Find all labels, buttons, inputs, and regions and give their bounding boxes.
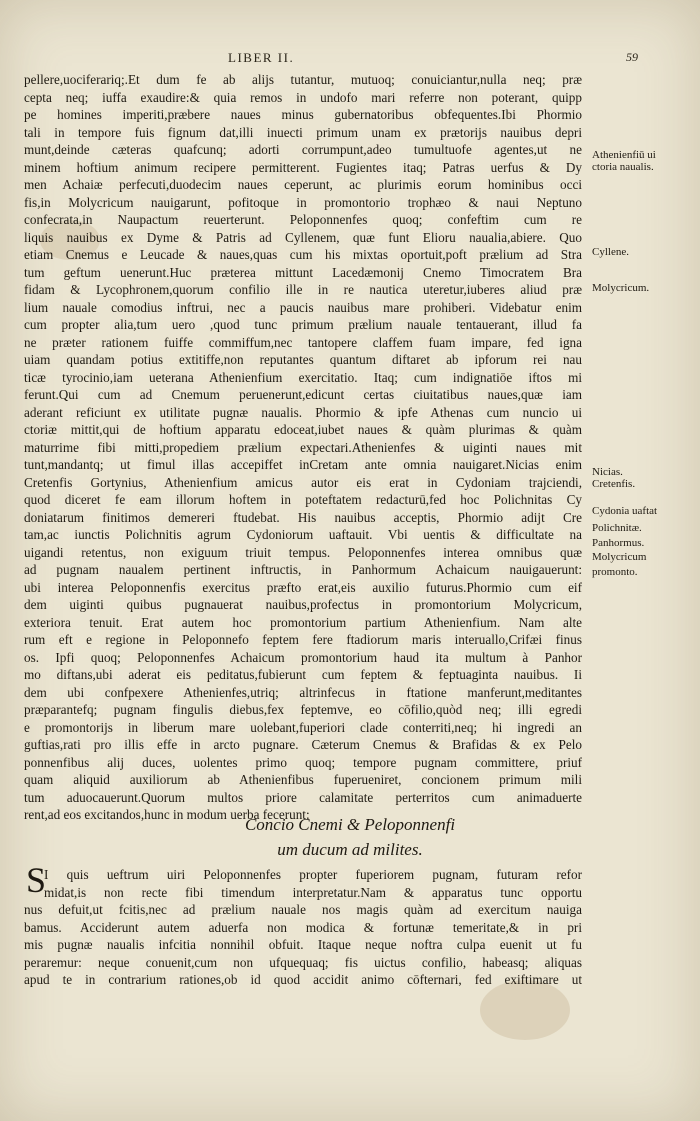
- text-line: fidam & Lycophronem,quorum confilio ille in re nautica uteretur,iuberes aliud præ: [24, 282, 582, 297]
- text-line: doniatarum finitimos demereri ftudebat. His nauibus acceptis, Phormio adijt Cre: [24, 509, 582, 525]
- text-line: tali in tempore fuis fignum dat,illi inuecti primum unam ex prætorijs nauibus depri: [24, 124, 582, 140]
- running-head: [0, 50, 700, 66]
- text-line: rum eft e regione in Peloponnefo feptem fere ftadiorum maris interuallo,Crifæi finus: [24, 632, 582, 647]
- text-line: tunt,mandantq; ut fimul illas accepiffet inCretam ante omnia nauigaret.Nicias enim: [24, 457, 582, 472]
- text-line: præparantefq; pugnam fingulis diebus,fex feptemve, eo cōfilio,quòd neq; illi egredi: [24, 702, 582, 717]
- text-line: ctoriæ mittit,qui de hoftium apparatu edoceat,iubet naues & quàm plurimas & quàm: [24, 422, 582, 437]
- margin-note: Panhormus.: [592, 537, 645, 549]
- margin-note: ctoria naualis.: [592, 161, 654, 173]
- text-line: nus defuit,ut fcitis,nec ad prælium nauale nos magis quàm ad exercitum nauiga: [24, 902, 582, 917]
- text-line: peraremur: neque conuenit,cum non ufquequaq; fis uictus confilio, habeasq; aliquas: [24, 954, 582, 970]
- text-line: ubi interea Peloponnenfis exercitus præfto erat,eis auxilio futurus.Phormio cum eif: [24, 579, 582, 595]
- text-line: uiam quandam potius extitiffe,non reputantes quantum diftaret ab ipforum rei nau: [24, 352, 582, 367]
- text-line: dem uiginti quibus pugnauerat nauibus,profectus in promontorium Molycricum,: [24, 597, 582, 612]
- text-line: etiam Cnemus e Leucade & naues,quas cum his mixtas oportuit,poft prælium ad Stra: [24, 247, 582, 262]
- paper-stain: [480, 980, 570, 1040]
- text-line: lium nauale comodius inftrui, nec a paucis nauibus mare prohiberi. Videbatur enim: [24, 299, 582, 315]
- text-line: tam,ac iunctis Polichnitis agrum Cydoniorum uaftauit. Vbi uentis & difficultate na: [24, 527, 582, 542]
- margin-note: Molycricum.: [592, 282, 650, 294]
- text-line: cepta neq; iuffa exaudire:& quia remos in undofo mari referre non poterant, quipp: [24, 89, 582, 105]
- text-line: ad pugnam naualem pertinent inftructis, in Panhormum Achaicum nauigauerunt:: [24, 562, 582, 577]
- text-line: mis pugnæ naualis infcitia nonnihil obfuit. Itaque neque noftra culpa euenit ut fu: [24, 937, 582, 952]
- text-line: aderant reficiunt ex utilitate pugnæ naualis. Phormio & ipfe Athenas cum nuncio ui: [24, 404, 582, 420]
- text-line: tum geftum uenerunt.Huc præterea mittunt Lacedæmonij Cnemo Timocratem Bra: [24, 264, 582, 280]
- text-line: confecrata,in Naupactum reuerterunt. Peloponnenfes quoq; confeftim cum re: [24, 212, 582, 227]
- text-line: e promontorijs in liberum mare uolebant,fuperiori clade conterriti,neq; hi ingredi an: [24, 719, 582, 735]
- text-line: quod diceret fe eam illorum hoftem in poteftatem redacturū,fed hoc Polichnitas Cy: [24, 492, 582, 507]
- margin-note: Cretenfis.: [592, 478, 636, 490]
- text-line: exteriora tenuit. Erat autem hoc promontorium partium Athenienfium. Nam alte: [24, 614, 582, 630]
- main-text: [24, 71, 582, 824]
- text-line: dem ubi confpexere Athenienfes,utriq; altrinfecus in ftatione manferunt,meditantes: [24, 684, 582, 700]
- text-line: os. Ipfi quoq; Peloponnenfes Achaicum promontorium haud ita multum à Panhor: [24, 649, 582, 665]
- text-line: Cretenfis Gortynius, Athenienfium amicus autor eis erat in Cydoniam trajciendi,: [24, 474, 582, 490]
- text-line: minem hoftium animum recipere permitterent. Fugientes itaq; Patras uerfus & Dy: [24, 159, 582, 175]
- text-line: men Achaiæ perfecuti,duodecim naues ceperunt, ac plurimis eorum hominibus occi: [24, 177, 582, 192]
- running-title: LIBER II.: [228, 50, 295, 65]
- text-line: ponnenfibus alij duces, uolentes primo quoq; tempore pugnam committere, priuf: [24, 754, 582, 770]
- text-line: uigandi retentus, non exiguum triuit tempus. Peloponnenfes interea omnibus quæ: [24, 544, 582, 560]
- margin-note: Nicias.: [592, 466, 623, 478]
- folio-number: 59: [626, 50, 638, 64]
- margin-note: Cyllene.: [592, 246, 629, 258]
- speech-heading-line1: Concio Cnemi & Peloponnenfi: [244, 815, 456, 834]
- text-line: midat,is non recte fibi timendum interpretatur.Nam & apparatus tunc opportu: [44, 884, 582, 900]
- margin-note: Athenienfiū ui: [592, 149, 656, 161]
- margin-note: Polichnitæ.: [592, 522, 642, 534]
- text-line: cum propter alia,tum uero ,quod tunc primum prælium nauale tentauerant, illud fa: [24, 317, 582, 332]
- text-line: guftias,rati pro illis effe in arcto pugnare. Cæterum Cnemus & Brafidas & ex Pelo: [24, 737, 582, 752]
- speech-text: [24, 866, 582, 989]
- text-line: I quis ueftrum uiri Peloponnenfes propter fuperiorem pugnam, futuram refor: [44, 867, 582, 882]
- text-line: rent,ad eos excitandos,hunc in modum uerba fecerunt:: [24, 807, 310, 822]
- text-line: ne præter rationem fuiffe commiffum,nec tantopere claffem fuam impare, fed igna: [24, 334, 582, 350]
- speech-heading-line2: um ducum ad milites.: [277, 840, 423, 859]
- text-line: pellere,uociferariq;.Et dum fe ab alijs tutantur, mutuoq; conuiciantur,nulla neq; præ: [24, 72, 582, 87]
- margin-note: Molycricum: [592, 551, 647, 563]
- text-line: liquis nauibus ex Dyme & Patris ad Cyllenem, quæ funt Elioru naualia,abiere. Quo: [24, 229, 582, 245]
- text-line: ticæ tyrocinio,iam ueterana Athenienfium exercitatio. Itaq; cum indignatiōe iftos mi: [24, 369, 582, 385]
- drop-cap: S: [26, 860, 47, 900]
- text-line: mo diftans,ubi aderat eis peditatus,fubierunt cum feptem & feptuaginta nauibus. Ii: [24, 667, 582, 682]
- text-line: tum aduocauerunt.Quorum multos priore calamitate perterritos cum animaduerte: [24, 789, 582, 805]
- text-line: bamus. Acciderunt autem aduerfa non modica & fortunæ temeritate,& in pri: [24, 919, 582, 935]
- text-line: maturrime fibi mitti,propediem prælium expectari.Athenienfes & uiginti naues mit: [24, 439, 582, 455]
- margin-note: promonto.: [592, 566, 638, 578]
- text-line: pe homines imperiti,præbere naues minus gubernatoribus obfequentes.Ibi Phormio: [24, 107, 582, 122]
- text-line: ferunt.Qui cum ad Cnemum peruenerunt,edicunt certas ciuitatibus naues,quæ iam: [24, 387, 582, 402]
- margin-note: Cydonia uaftat: [592, 505, 658, 517]
- text-line: munt,deinde cæteras quafcunq; adorti corrumpunt,adeo tumultuofe agentes,ut ne: [24, 142, 582, 157]
- text-line: fis,in Molycricum nauigarunt, pofitoque in promontorio trophæo & naui Neptuno: [24, 194, 582, 210]
- text-line: apud te in contrarium rationes,ob id quod accidit animo cōfternari, fed exiftimare ut: [24, 972, 582, 987]
- text-line: quam aliquid auxiliorum ab Athenienfibus fuperueniret, concionem primum mili: [24, 772, 582, 787]
